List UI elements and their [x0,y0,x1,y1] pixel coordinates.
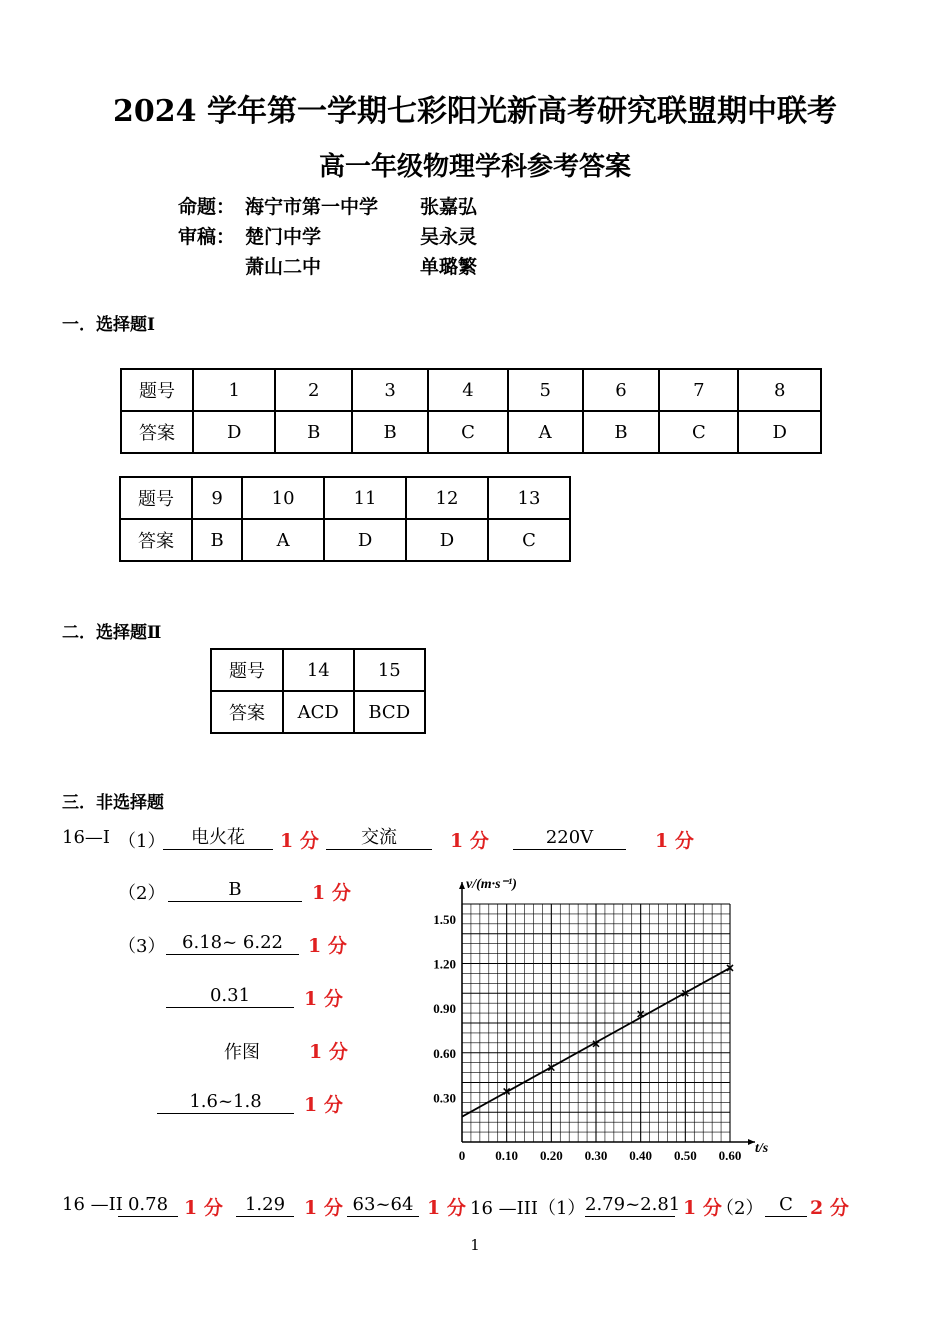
table-cell: C [488,519,570,561]
velocity-time-graph [410,868,780,1160]
score: 1 分 [309,1041,348,1063]
score: 1 分 [308,935,347,957]
proposer-name: 张嘉弘 [420,196,478,218]
table-cell: D [738,411,821,453]
answer-blank: 1.6~1.8 [157,1091,294,1114]
x-tick-label: 0 [458,1148,466,1160]
x-tick-label: 0.50 [673,1148,697,1160]
table-cell: A [508,411,583,453]
y-tick-label: 1.50 [433,911,456,927]
y-axis-arrow [459,882,465,889]
table-cell: 10 [242,477,324,519]
section2-heading: 二．选择题Ⅱ [62,623,162,643]
table-cell: D [324,519,406,561]
q16-3-label: 16 —III（1） [470,1198,586,1219]
y-tick-label: 0.90 [433,1001,456,1017]
row-label-q: 题号 [211,649,283,691]
table-cell: C [428,411,507,453]
answer-blank: B [168,879,302,902]
answer-blank: 63~64 [347,1194,419,1217]
table-cell: 5 [508,369,583,411]
score: 1 分 [280,830,319,852]
reviewer1-name: 吴永灵 [420,226,478,248]
table-cell: B [275,411,351,453]
table-cell: 7 [659,369,738,411]
part-3-label: （3） [118,936,166,957]
table-row [120,477,570,519]
table-cell: 13 [488,477,570,519]
proposer-label: 命题： [178,196,236,218]
answer-blank: 2.79~2.81 [585,1194,681,1215]
page-title: 2024 学年第一学期七彩阳光新高考研究联盟期中联考 [113,94,837,129]
y-tick-label: 0.60 [433,1045,456,1061]
table-cell: 2 [275,369,351,411]
score: 2 分 [810,1197,849,1219]
part-1-label: （1） [118,831,166,852]
y-axis-label: v/(m·s⁻¹) [466,877,517,892]
x-tick-label: 0.30 [584,1148,608,1160]
q16-2-label: 16 —II [62,1194,123,1215]
score: 1 分 [312,882,351,904]
y-tick-label: 1.20 [433,956,456,972]
reviewer-label: 审稿： [178,226,236,248]
table-cell: 15 [354,649,425,691]
page-subtitle: 高一年级物理学科参考答案 [318,152,631,182]
table-cell: D [406,519,488,561]
table-cell: B [583,411,659,453]
part-2-label: （2） [118,883,166,904]
answer-text: 作图 [224,1042,260,1063]
part-2-label: （2） [716,1198,764,1219]
x-tick-label: 0.20 [539,1148,563,1160]
answer-table-2 [119,476,571,562]
answer-table-3 [210,648,426,734]
score: 1 分 [304,988,343,1010]
page-number: 1 [470,1236,480,1254]
table-row [120,519,570,561]
chart-axes [459,882,755,1145]
table-cell: A [242,519,324,561]
score: 1 分 [655,830,694,852]
q16-1-label: 16—I [62,827,111,848]
table-cell: C [659,411,738,453]
row-label-a: 答案 [211,691,283,733]
y-tick-label: 0.30 [433,1090,456,1106]
table-cell: B [192,519,242,561]
answer-table-1 [120,368,822,454]
row-label-q: 题号 [121,369,193,411]
proposer-school: 海宁市第一中学 [245,196,379,218]
x-axis-arrow [748,1139,755,1145]
reviewer2-school: 萧山二中 [245,256,322,278]
chart-marks [462,965,733,1117]
x-tick-label: 0.40 [629,1148,653,1160]
answer-blank: 电火花 [163,827,273,850]
score: 1 分 [184,1197,223,1219]
score: 1 分 [427,1197,466,1219]
score: 1 分 [683,1197,722,1219]
table-cell: BCD [354,691,425,733]
table-cell: B [352,411,428,453]
answer-blank: 6.18~ 6.22 [166,932,299,955]
answer-blank: 交流 [326,827,432,850]
chart-grid [462,904,730,1142]
table-cell: 6 [583,369,659,411]
table-cell: 12 [406,477,488,519]
score: 1 分 [450,830,489,852]
answer-blank: 220V [513,827,626,850]
reviewer2-name: 单璐繁 [420,256,478,278]
row-label-a: 答案 [121,411,193,453]
table-row [211,691,425,733]
table-cell: 14 [283,649,354,691]
section1-heading: 一．选择题Ⅰ [62,315,155,335]
reviewer1-school: 楚门中学 [245,226,322,248]
x-tick-label: 0.10 [495,1148,519,1160]
x-axis-label: t/s [755,1141,769,1156]
table-cell: 3 [352,369,428,411]
x-tick-label: 0.60 [718,1148,742,1160]
score: 1 分 [304,1197,343,1219]
table-row [121,369,821,411]
table-cell: 8 [738,369,821,411]
table-row [211,649,425,691]
score: 1 分 [304,1094,343,1116]
row-label-a: 答案 [120,519,192,561]
table-cell: 11 [324,477,406,519]
table-cell: 4 [428,369,507,411]
answer-blank: 0.31 [166,985,294,1008]
section3-heading: 三．非选择题 [62,793,164,813]
table-row [121,411,821,453]
answer-blank: 1.29 [236,1194,294,1217]
answer-blank: C [765,1194,807,1217]
table-cell: 1 [193,369,275,411]
answer-blank: 0.78 [118,1194,178,1217]
table-cell: ACD [283,691,354,733]
table-cell: D [193,411,275,453]
table-cell: 9 [192,477,242,519]
row-label-q: 题号 [120,477,192,519]
